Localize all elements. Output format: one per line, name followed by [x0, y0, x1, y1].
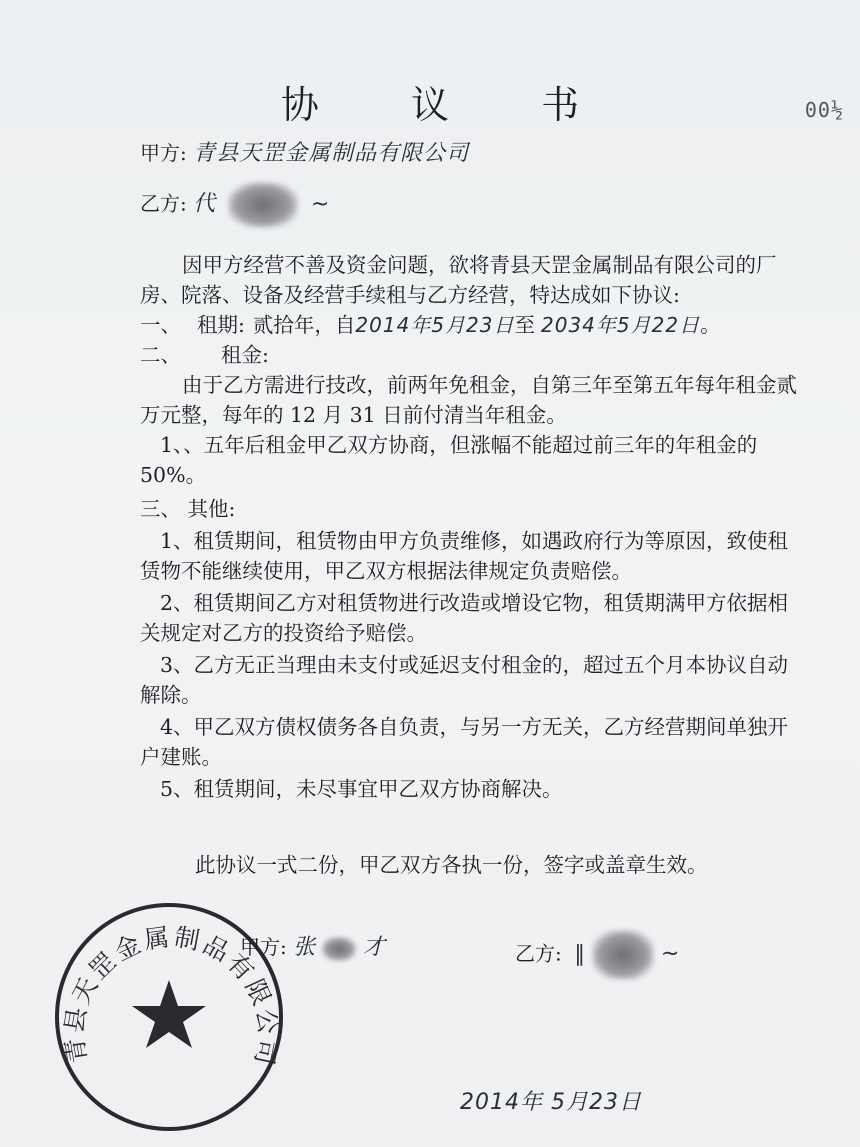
sign-a-handwritten: 张	[293, 935, 317, 960]
sign-a-label: 甲方:	[240, 935, 287, 959]
agreement-body	[140, 250, 805, 804]
redacted-blur	[322, 937, 356, 961]
party-b-handwritten-tail: ~	[310, 191, 331, 217]
sign-b-label: 乙方:	[515, 941, 562, 966]
closing-statement: 此协议一式二份，甲乙双方各执一份，签字或盖章生效。	[195, 853, 708, 877]
clause-1: 1、租赁期间，租赁物由甲方负责维修，如遇政府行为等原因，致使租赁物不能继续使用，甲乙双方根据法律规定负责赔偿。	[140, 529, 789, 583]
section-2-heading	[140, 340, 805, 370]
clause-2: 2、租赁期间乙方对租赁物进行改造或增设它物，租赁期满甲方依据相关规定对乙方的投资给予赔偿。	[140, 591, 789, 645]
redacted-blur	[228, 182, 298, 228]
page-number-mark: 00½	[804, 98, 844, 122]
section-2-label: 租金:	[221, 343, 269, 367]
clause-3: 3、乙方无正当理由未支付或延迟支付租金的，超过五个月本协议自动解除。	[140, 653, 789, 707]
party-a-label: 甲方:	[140, 141, 187, 165]
lease-end-handwritten: 2034年5月22日	[541, 313, 701, 337]
section-1-text-a: 贰拾年，自	[252, 313, 356, 337]
party-b-signature	[515, 930, 680, 980]
section-1-text-b: 至	[514, 313, 535, 337]
section-1-label: 租期:	[197, 313, 245, 337]
party-a-signature	[240, 930, 386, 961]
section-1-text-c: 。	[700, 313, 721, 337]
party-a-handwritten-name: 青县天罡金属制品有限公司	[193, 141, 470, 166]
clause-4: 4、甲乙双方债权债务各自负责，与另一方无关，乙方经营期间单独开户建账。	[140, 715, 789, 769]
rent-adjustment-paragraph: 1、、五年后租金甲乙双方协商，但涨幅不能超过前三年的年租金的50%。	[140, 433, 758, 487]
redacted-blur	[592, 930, 654, 980]
section-3-heading: 三、 其他:	[140, 497, 236, 521]
party-b-handwritten-name: 代	[193, 191, 217, 217]
seal-star-icon	[132, 980, 206, 1048]
sign-b-handwritten-start: ∥	[574, 941, 587, 967]
signing-date-handwritten: 2014年 5月23日	[460, 1090, 642, 1115]
section-1-number: 一、	[140, 313, 181, 337]
svg-text:青县天罡金属制品有限公司: 青县天罡金属制品有限公司	[59, 922, 284, 1071]
sign-b-handwritten-tail: ~	[660, 941, 681, 967]
section-2-number: 二、	[140, 343, 181, 367]
intro-paragraph: 因甲方经营不善及资金问题，欲将青县天罡金属制品有限公司的厂房、院落、设备及经营手续租与乙方经营，特达成如下协议:	[140, 253, 777, 307]
lease-start-handwritten: 2014年5月23日	[355, 313, 515, 337]
party-b-label: 乙方:	[140, 191, 187, 216]
party-b-line	[140, 182, 330, 228]
sign-a-handwritten-tail: 才	[362, 935, 386, 960]
section-1	[140, 310, 805, 340]
rent-paragraph: 由于乙方需进行技改，前两年免租金，自第三年至第五年每年租金贰万元整，每年的 12 月 31 日前付清当年租金。	[140, 373, 797, 427]
clause-5: 5、租赁期间，未尽事宜甲乙双方协商解决。	[160, 777, 563, 801]
party-a-line	[140, 136, 469, 167]
document-title: 协 议 书	[280, 83, 620, 127]
